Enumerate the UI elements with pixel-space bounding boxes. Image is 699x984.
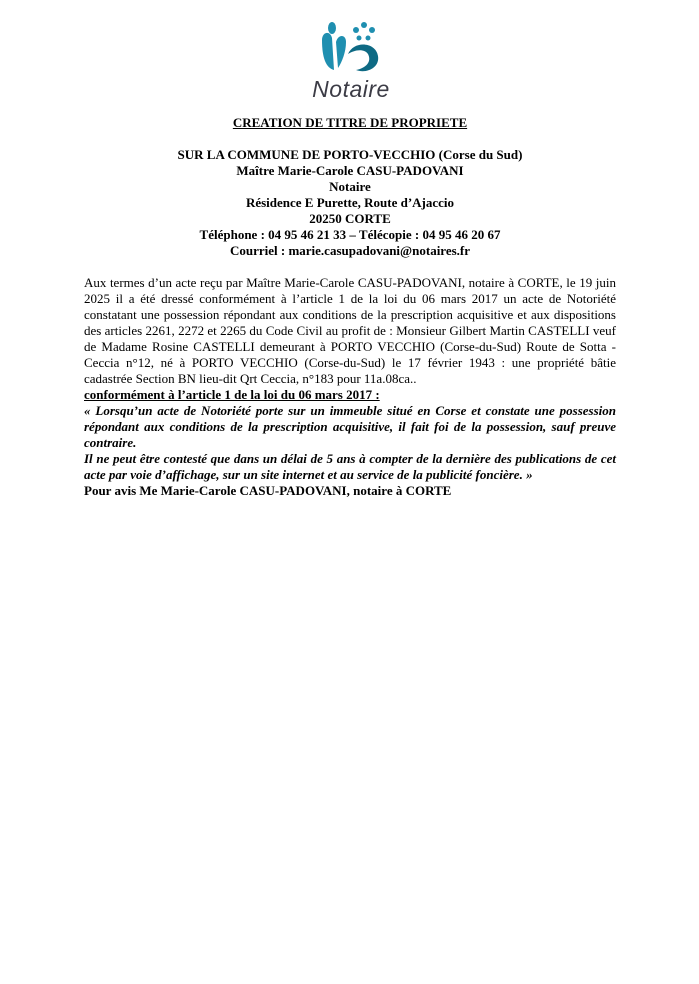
logo-text: Notaire [312,76,390,102]
notary-role: Notaire [329,179,371,194]
law-heading: conformément à l’article 1 de la loi du 06 mars 2017 : [84,387,380,402]
document-header [84,115,616,259]
closing-line: Pour avis Me Marie-Carole CASU-PADOVANI, notaire à CORTE [84,483,452,498]
page-title: CREATION DE TITRE DE PROPRIETE [232,115,468,130]
phone-fax-line: Téléphone : 04 95 46 21 33 – Télécopie : 04 95 46 20 67 [199,227,501,242]
email-line: Courriel : marie.casupadovani@notaires.fr [229,243,471,258]
address-line-2: 20250 CORTE [309,211,391,226]
address-line-1: Résidence E Purette, Route d’Ajaccio [245,195,455,210]
quote-paragraph-1: « Lorsqu’un acte de Notoriété porte sur un immeuble situé en Corse et constate une possession répondant aux conditions de la prescription acquisitive, il fait foi de la possession, sauf preuve contraire. [84,403,616,450]
main-paragraph: Aux termes d’un acte reçu par Maître Marie-Carole CASU-PADOVANI, notaire à CORTE, le 19 juin 2025 il a été dressé conformément à l’article 1 de la loi du 06 mars 2017 un acte de Notoriété constatant une possession répondant aux conditions de la prescription acquisitive et aux dispositions des articles 2261, 2272 et 2265 du Code Civil au profit de : Monsieur Gilbert Martin CASTELLI veuf de Madame Rosine CASTELLI demeurant à PORTO VECCHIO (Corse-du-Sud) Route de Sotta - Ceccia n°12, né à PORTO VECCHIO (Corse-du-Sud) le 17 février 1943 : une propriété bâtie cadastrée Section BN lieu-dit Qrt Ceccia, n°183 pour 11a.08ca.. [84,275,616,386]
notaire-logo-icon [296,18,406,78]
quote-paragraph-2: Il ne peut être contesté que dans un délai de 5 ans à compter de la dernière des publications de cet acte par voie d’affichage, sur un site internet et au service de la publicité foncière. » [84,451,616,482]
commune-line: SUR LA COMMUNE DE PORTO-VECCHIO (Corse du Sud) [177,147,523,162]
notary-name: Maître Marie-Carole CASU-PADOVANI [236,163,464,178]
document-body [84,275,616,499]
notaire-logo [296,18,406,104]
